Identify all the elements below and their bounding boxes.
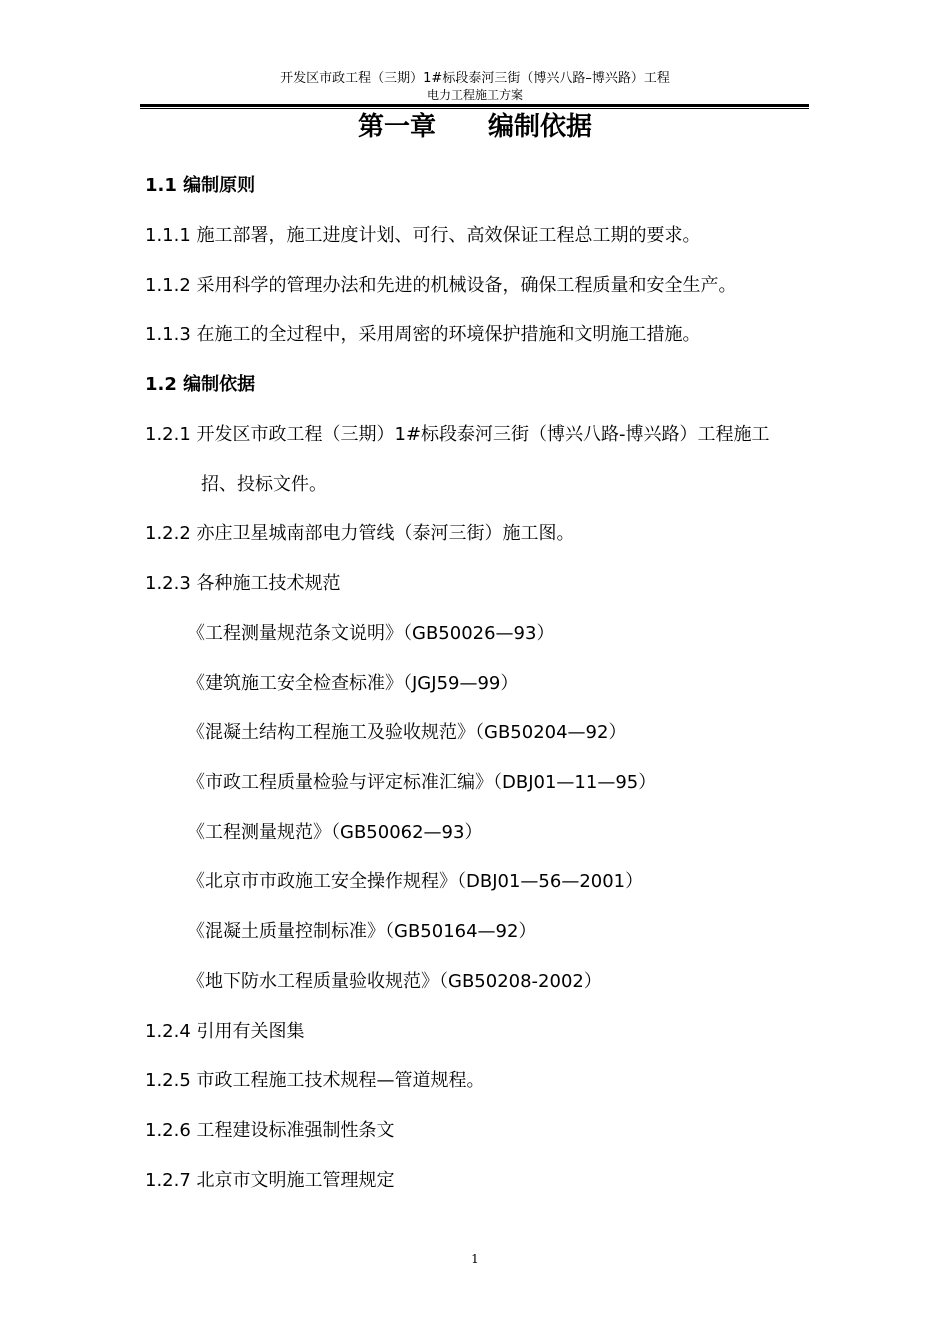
header-title: 开发区市政工程（三期）1#标段泰河三街（博兴八路–博兴路）工程 — [280, 71, 670, 86]
spec-item: 《地下防水工程质量验收规范》（GB50208-2002） — [187, 971, 602, 992]
clause-1-1-2: 1.1.2 采用科学的管理办法和先进的机械设备，确保工程质量和安全生产。 — [145, 275, 737, 296]
clause-1-2-1: 1.2.1 开发区市政工程（三期）1#标段泰河三街（博兴八路-博兴路）工程施工 — [145, 424, 770, 445]
clause-1-2-3: 1.2.3 各种施工技术规范 — [145, 573, 341, 594]
clause-1-2-2: 1.2.2 亦庄卫星城南部电力管线（泰河三街）施工图。 — [145, 523, 575, 544]
clause-1-1-3: 1.1.3 在施工的全过程中，采用周密的环境保护措施和文明施工措施。 — [145, 324, 701, 345]
spec-item: 《建筑施工安全检查标准》（JGJ59—99） — [187, 673, 519, 694]
section-heading-1-1: 1.1 编制原则 — [145, 175, 256, 196]
spec-item: 《混凝土结构工程施工及验收规范》（GB50204—92） — [187, 722, 627, 743]
spec-item: 《工程测量规范》（GB50062—93） — [187, 822, 483, 843]
section-heading-1-2: 1.2 编制依据 — [145, 374, 256, 395]
clause-1-2-4: 1.2.4 引用有关图集 — [145, 1021, 305, 1042]
header-rule — [140, 104, 809, 109]
clause-1-2-7: 1.2.7 北京市文明施工管理规定 — [145, 1170, 395, 1191]
header-subtitle: 电力工程施工方案 — [426, 88, 523, 102]
spec-item: 《市政工程质量检验与评定标准汇编》（DBJ01—11—95） — [187, 772, 657, 793]
clause-1-2-1-continued: 招、投标文件。 — [201, 474, 327, 495]
page-header — [140, 70, 810, 102]
chapter-title: 第一章 编制依据 — [357, 112, 592, 142]
clause-1-1-1: 1.1.1 施工部署，施工进度计划、可行、高效保证工程总工期的要求。 — [145, 225, 701, 246]
spec-item: 《北京市市政施工安全操作规程》（DBJ01—56—2001） — [187, 871, 644, 892]
page-number: 1 — [471, 1252, 479, 1266]
spec-item: 《混凝土质量控制标准》（GB50164—92） — [187, 921, 537, 942]
clause-1-2-5: 1.2.5 市政工程施工技术规程—管道规程。 — [145, 1070, 485, 1091]
clause-1-2-6: 1.2.6 工程建设标准强制性条文 — [145, 1120, 395, 1141]
spec-item: 《工程测量规范条文说明》（GB50026—93） — [187, 623, 555, 644]
